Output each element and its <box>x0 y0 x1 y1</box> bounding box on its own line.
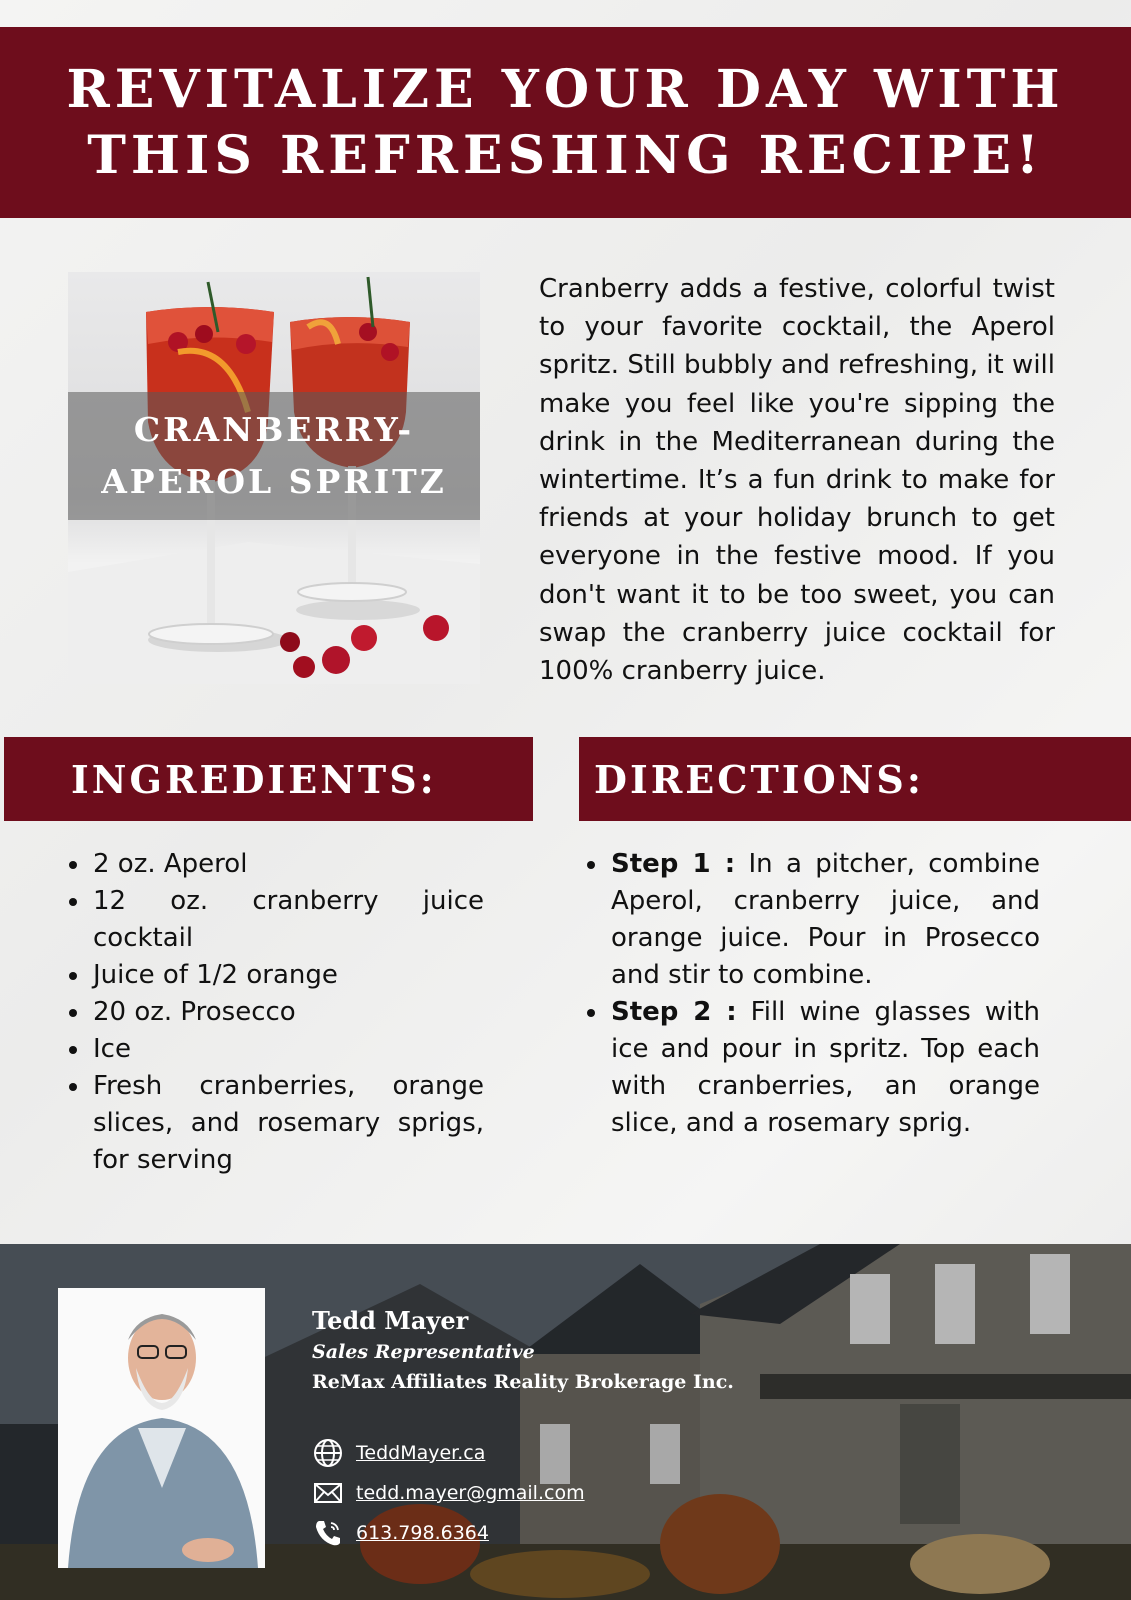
globe-icon <box>312 1437 344 1469</box>
phone-row <box>312 1517 489 1549</box>
website-row <box>312 1437 485 1469</box>
step-label: Step 1 : <box>611 849 736 879</box>
agent-brokerage: ReMax Affiliates Reality Brokerage Inc. <box>312 1371 734 1393</box>
header-banner <box>0 27 1131 218</box>
agent-role: Sales Representative <box>312 1341 535 1363</box>
website-link[interactable]: TeddMayer.ca <box>356 1442 486 1464</box>
step-text: In a pitcher, combine Aperol, cranberry juice, and orange juice. Pour in Prosecco and stir to combine. <box>611 849 1040 990</box>
email-link[interactable]: tedd.mayer@gmail.com <box>356 1482 585 1504</box>
recipe-title-line-2: APEROL SPRITZ <box>101 462 447 501</box>
step-label: Step 2 : <box>611 997 737 1027</box>
phone-link[interactable]: 613.798.6364 <box>356 1522 489 1544</box>
headline-line-1: REVITALIZE YOUR DAY WITH <box>66 58 1065 120</box>
ingredients-banner <box>4 737 533 821</box>
list-item: • 12 oz. cranberry juice cocktail <box>91 883 484 957</box>
ingredients-title: INGREDIENTS: <box>71 756 437 802</box>
list-item: • Juice of 1/2 orange <box>91 957 484 994</box>
email-row <box>312 1477 585 1509</box>
list-item: • 20 oz. Prosecco <box>91 994 484 1031</box>
headline-line-2: THIS REFRESHING RECIPE! <box>87 124 1044 186</box>
photo-title-overlay <box>68 392 480 520</box>
list-item: • 2 oz. Aperol <box>91 846 484 883</box>
list-item <box>609 994 1040 1142</box>
list-item <box>609 846 1040 994</box>
agent-footer <box>0 1244 1131 1600</box>
list-item: • Fresh cranberries, orange slices, and rosemary sprigs, for serving <box>91 1068 484 1179</box>
envelope-icon <box>312 1477 344 1509</box>
directions-banner <box>579 737 1131 821</box>
intro-paragraph: Cranberry adds a festive, colorful twist to your favorite cocktail, the Aperol spritz. Still bubbly and refreshing, it will make you feel like you're sipping the drink in the Mediterranean during the wintertime. It’s a fun drink to make for friends at your holiday brunch to get everyone in the festive mood. If you don't want it to be too sweet, you can swap the cranberry juice cocktail for 100% cranberry juice. <box>539 274 1055 687</box>
agent-photo <box>58 1288 265 1568</box>
ingredients-list <box>60 846 484 1179</box>
agent-portrait <box>58 1288 265 1568</box>
agent-name: Tedd Mayer <box>312 1306 469 1335</box>
recipe-title-line-1: CRANBERRY- <box>133 410 415 449</box>
phone-icon <box>312 1517 344 1549</box>
list-item: • Ice <box>91 1031 484 1068</box>
directions-list <box>578 846 1040 1142</box>
directions-title: DIRECTIONS: <box>594 756 924 802</box>
step-text: Fill wine glasses with ice and pour in spritz. Top each with cranberries, an orange slice, and a rosemary sprig. <box>611 997 1040 1138</box>
cocktail-photo <box>68 272 480 684</box>
